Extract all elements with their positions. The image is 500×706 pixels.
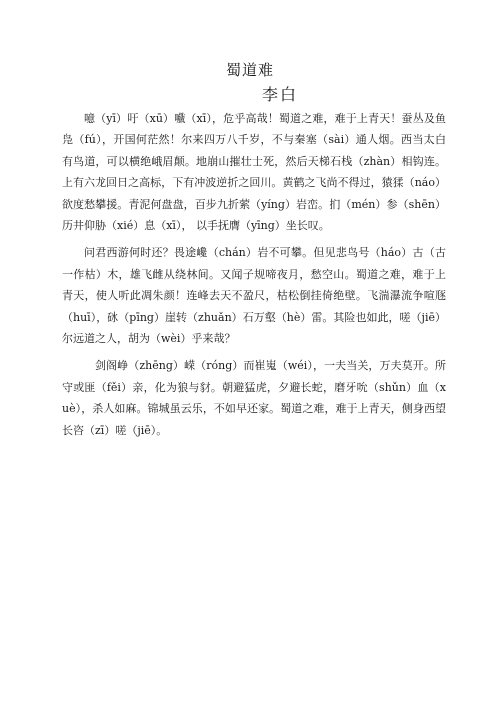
poem-title: 蜀道难 (225, 61, 274, 79)
poem-body (62, 108, 446, 441)
poem-paragraph: 问君西游何时还？畏途巉（chán）岩不可攀。但见悲鸟号（háo）古（古一作枯）木，雄飞雌从绕林间。又闻子规啼夜月，愁空山。蜀道之难，难于上青天，使人听此凋朱颜！连峰去天不盈尺，枯松倒挂倚绝壁。飞湍瀑流争喧豗（huī），砯（pīng）崖转（zhuǎn）石万壑（hè）雷。其险也如此，嗟（jiē）尔远道之人，胡为（wèi）乎来哉？ (62, 246, 446, 346)
poem-paragraph: 噫（yī）吁（xū）嚱（xī），危乎高哉！蜀道之难，难于上青天！蚕丛及鱼凫（fú），开国何茫然！尔来四万八千岁，不与秦塞（sài）通人烟。西当太白有鸟道，可以横绝峨眉颠。地崩山摧壮士死，然后天梯石栈（zhàn）相钩连。上有六龙回日之高标，下有冲波逆折之回川。黄鹤之飞尚不得过，猿猱（náo）欲度愁攀援。青泥何盘盘，百步九折萦（yíng）岩峦。扪（mén）参（shēn）历井仰胁（xié）息（xī）， 以手抚膺（yīng）坐长叹。 (62, 112, 446, 233)
poem-paragraph: 剑阁峥（zhēng）嵘（róng）而崔嵬（wéi），一夫当关，万夫莫开。所守或匪（fěi）亲，化为狼与豺。朝避猛虎，夕避长蛇，磨牙吮（shǔn）血（xuè），杀人如麻。锦城虽云乐，不如早还家。蜀道之难，难于上青天，侧身西望长咨（zī）嗟（jiē）。 (62, 359, 446, 437)
poem-author: 李白 (261, 85, 298, 104)
